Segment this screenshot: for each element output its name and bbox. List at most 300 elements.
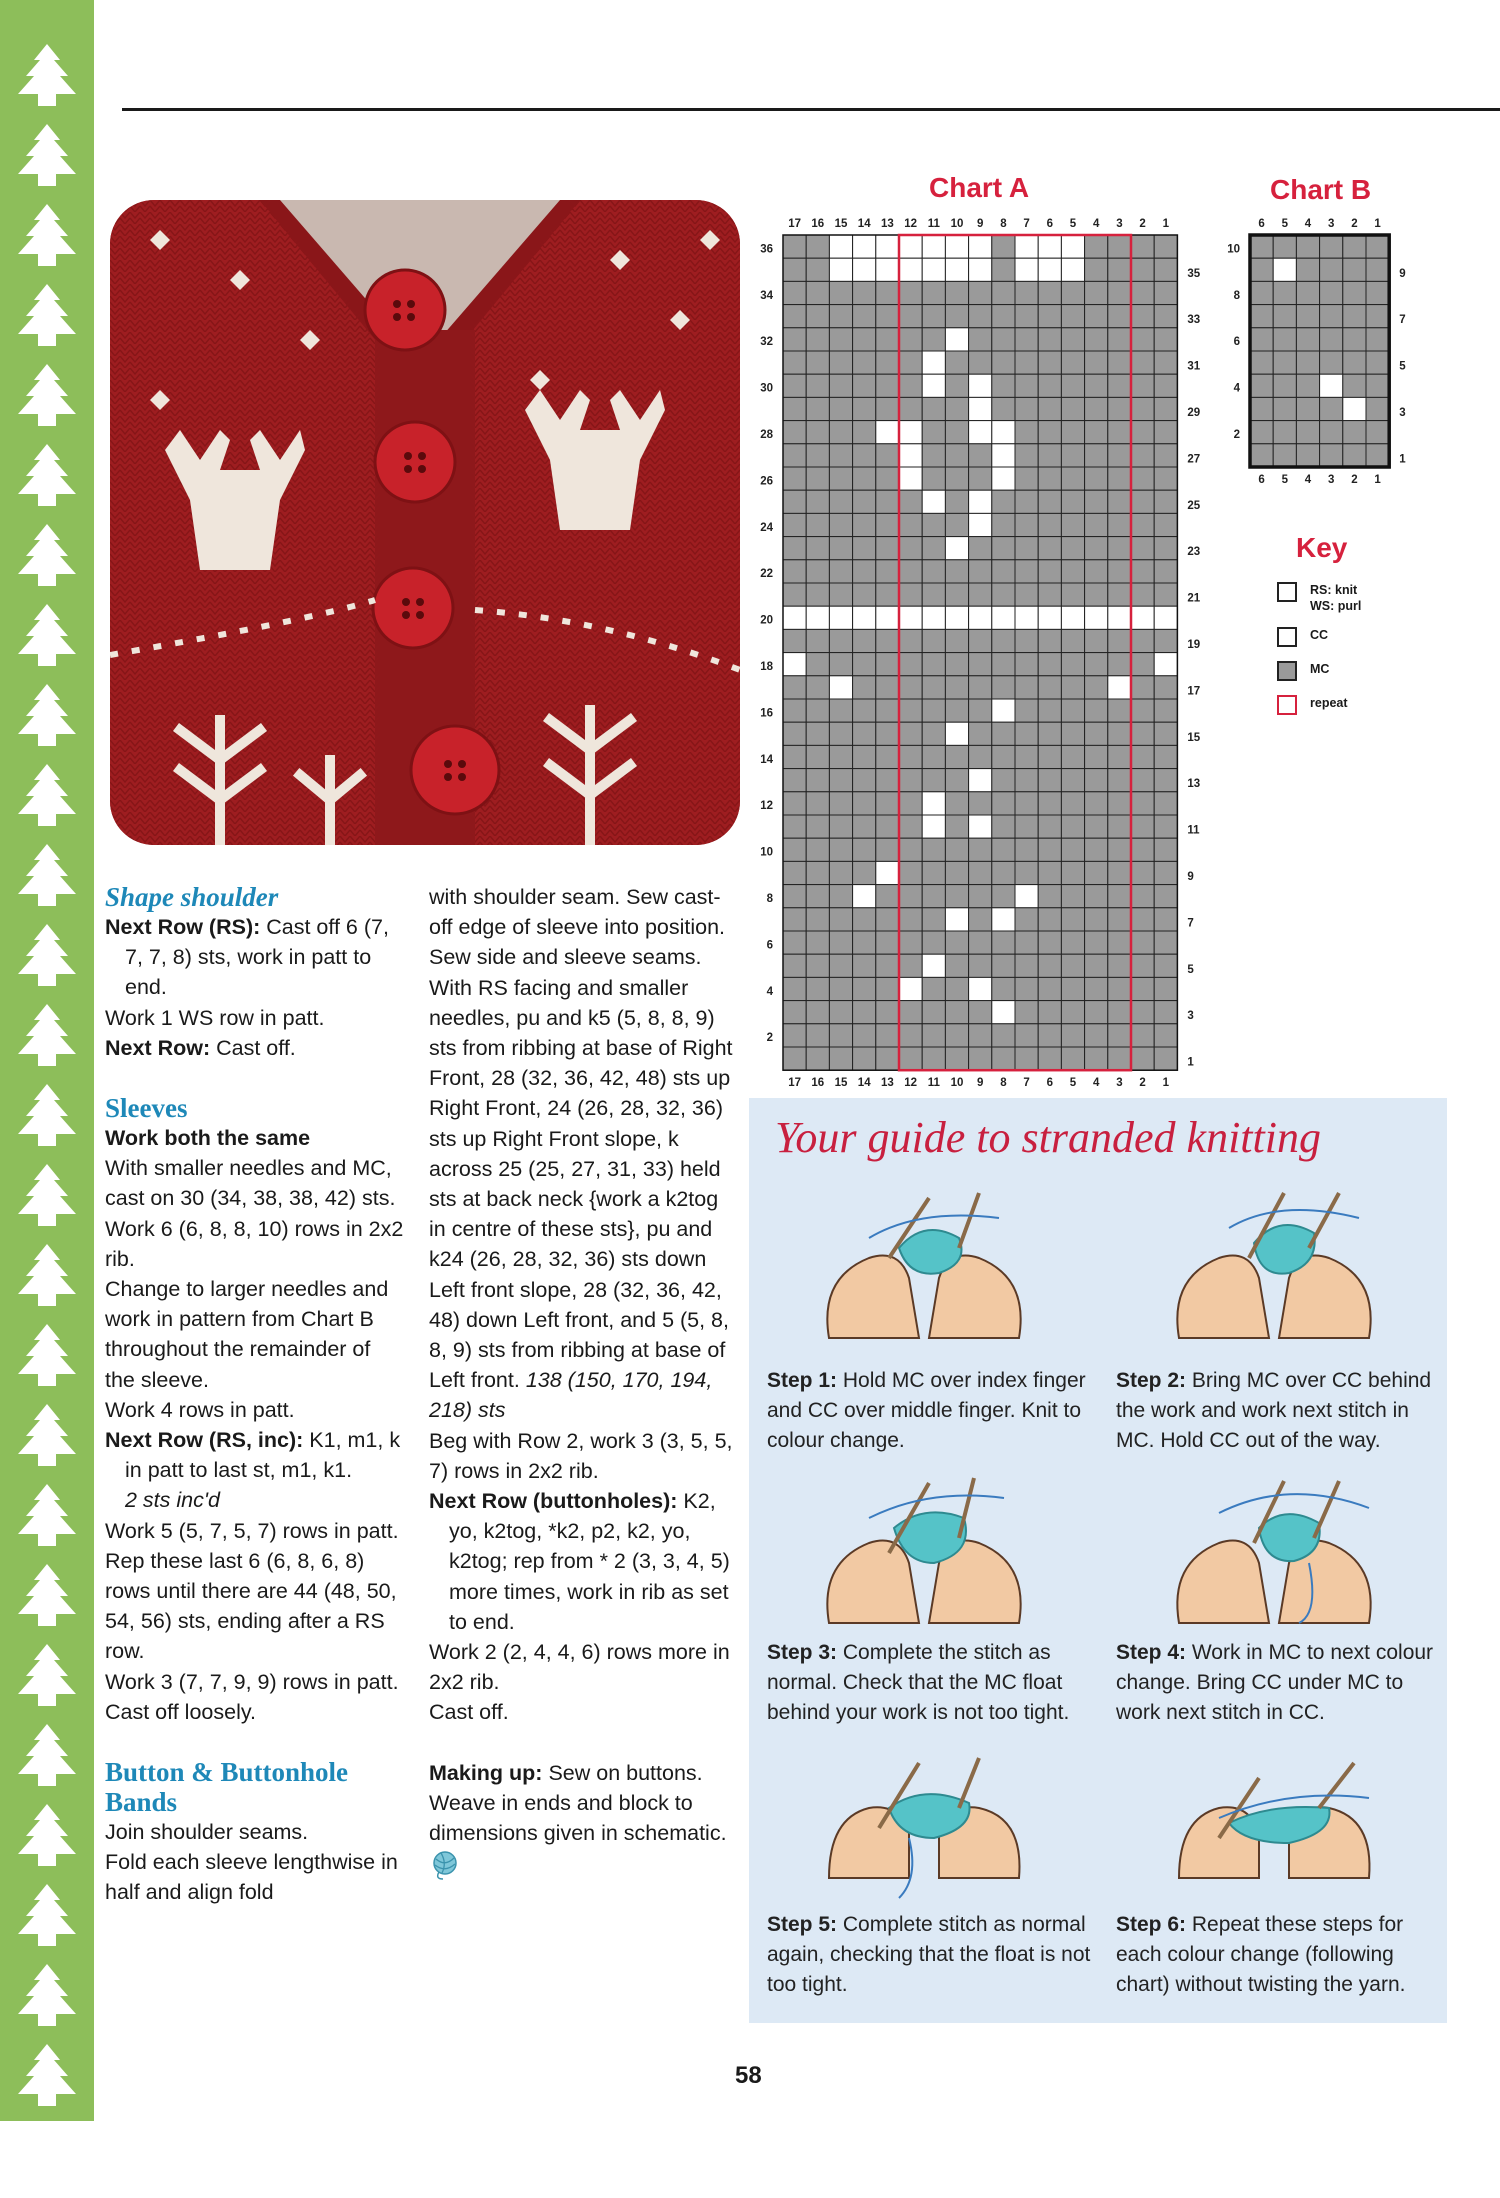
chart-row-label: 34	[760, 289, 773, 302]
step-5: Step 5: Complete stitch as normal again, checking that the float is not too tight.	[767, 1913, 1091, 1996]
chart-cell	[1320, 374, 1343, 397]
chart-cell	[783, 235, 806, 258]
chart-cell	[1038, 861, 1061, 884]
chart-cell	[945, 745, 968, 768]
chart-cell	[1108, 815, 1131, 838]
para-next-row-rs: Next Row (RS): Cast off 6 (7, 7, 7, 8) sts, work in patt to end.	[105, 915, 389, 1000]
chart-cell	[945, 513, 968, 536]
chart-cell	[922, 885, 945, 908]
para-sleeve-chart-b: Change to larger needles and work in pattern from Chart B throughout the remainder of the sleeve.	[105, 1277, 389, 1392]
heading-button-bands: Button & Buttonhole Bands	[105, 1757, 349, 1818]
chart-cell	[945, 1047, 968, 1070]
chart-cell	[1273, 328, 1296, 351]
chart-cell	[899, 305, 922, 328]
chart-cell	[1061, 815, 1084, 838]
chart-cell	[1131, 513, 1154, 536]
chart-cell	[945, 908, 968, 931]
left-column	[105, 882, 405, 1908]
chart-cell	[829, 281, 852, 304]
chart-col-label: 7	[1023, 1077, 1030, 1090]
chart-cell	[922, 977, 945, 1000]
chart-cell	[829, 258, 852, 281]
chart-cell	[829, 328, 852, 351]
chart-cell	[1250, 305, 1273, 328]
chart-cell	[899, 792, 922, 815]
chart-cell	[945, 305, 968, 328]
chart-cell	[1015, 977, 1038, 1000]
chart-cell	[969, 583, 992, 606]
chart-cell	[969, 838, 992, 861]
chart-cell	[945, 281, 968, 304]
chart-col-label: 3	[1116, 218, 1123, 230]
chart-cell	[922, 1047, 945, 1070]
chart-cell	[969, 815, 992, 838]
chart-cell	[783, 1047, 806, 1070]
chart-cell	[806, 676, 829, 699]
chart-cell	[945, 397, 968, 420]
chart-cell	[1108, 653, 1131, 676]
chart-cell	[1038, 815, 1061, 838]
chart-cell	[783, 769, 806, 792]
chart-cell	[829, 397, 852, 420]
chart-cell	[853, 328, 876, 351]
chart-cell	[969, 606, 992, 629]
chart-cell	[876, 1001, 899, 1024]
chart-cell	[783, 421, 806, 444]
chart-cell	[1038, 467, 1061, 490]
chart-cell	[1108, 908, 1131, 931]
chart-cell	[1131, 444, 1154, 467]
chart-cell	[1320, 351, 1343, 374]
chart-row-label: 3	[1187, 1010, 1194, 1023]
chart-cell	[1154, 838, 1177, 861]
chart-row-label: 9	[1399, 267, 1406, 280]
chart-cell	[829, 560, 852, 583]
chart-cell	[783, 444, 806, 467]
chart-cell	[1343, 258, 1366, 281]
chart-cell	[1038, 908, 1061, 931]
chart-cell	[853, 258, 876, 281]
chart-cell	[1038, 397, 1061, 420]
chart-row-label: 1	[1187, 1056, 1194, 1069]
chart-cell	[1131, 699, 1154, 722]
chart-cell	[922, 699, 945, 722]
chart-cell	[922, 467, 945, 490]
chart-cell	[1038, 1047, 1061, 1070]
chart-cell	[1061, 792, 1084, 815]
chart-cell	[1061, 908, 1084, 931]
chart-cell	[899, 1024, 922, 1047]
chart-cell	[992, 629, 1015, 652]
chart-cell	[1085, 374, 1108, 397]
chart-cell	[1154, 815, 1177, 838]
tree-icon	[0, 1320, 94, 1398]
chart-cell	[806, 861, 829, 884]
chart-cell	[969, 861, 992, 884]
chart-cell	[1085, 977, 1108, 1000]
chart-cell	[1366, 374, 1389, 397]
step-4-illustration	[1159, 1473, 1389, 1628]
chart-cell	[969, 235, 992, 258]
chart-cell	[922, 954, 945, 977]
chart-cell	[1273, 281, 1296, 304]
chart-cell	[806, 235, 829, 258]
chart-col-label: 14	[857, 218, 871, 230]
chart-cell	[1366, 351, 1389, 374]
key-swatch-cc	[1277, 627, 1297, 647]
chart-cell	[899, 676, 922, 699]
chart-cell	[1038, 1024, 1061, 1047]
chart-col-label: 5	[1281, 474, 1289, 486]
chart-cell	[1015, 281, 1038, 304]
chart-cell	[853, 537, 876, 560]
chart-cell	[945, 490, 968, 513]
chart-cell	[969, 351, 992, 374]
chart-cell	[992, 1024, 1015, 1047]
chart-cell	[1038, 583, 1061, 606]
chart-row-label: 1	[1399, 453, 1406, 466]
chart-cell	[1131, 305, 1154, 328]
chart-cell	[806, 258, 829, 281]
chart-cell	[876, 513, 899, 536]
chart-cell	[1296, 258, 1319, 281]
chart-cell	[969, 281, 992, 304]
tree-icon	[0, 360, 94, 438]
chart-cell	[1343, 444, 1366, 467]
chart-cell	[922, 374, 945, 397]
chart-cell	[783, 397, 806, 420]
chart-cell	[1038, 792, 1061, 815]
chart-cell	[945, 258, 968, 281]
tree-icon	[0, 200, 94, 278]
chart-cell	[1038, 235, 1061, 258]
chart-cell	[945, 676, 968, 699]
chart-cell	[969, 908, 992, 931]
chart-cell	[1108, 722, 1131, 745]
chart-cell	[899, 513, 922, 536]
para-sleeve-rib: Work 6 (6, 8, 8, 10) rows in 2x2 rib.	[105, 1216, 404, 1271]
chart-cell	[992, 908, 1015, 931]
chart-cell	[1108, 885, 1131, 908]
chart-cell	[1131, 629, 1154, 652]
page-number: 58	[735, 2062, 762, 2089]
chart-cell	[806, 606, 829, 629]
chart-cell	[992, 977, 1015, 1000]
chart-cell	[853, 931, 876, 954]
chart-cell	[1085, 560, 1108, 583]
chart-cell	[876, 606, 899, 629]
chart-cell	[876, 328, 899, 351]
chart-cell	[1343, 421, 1366, 444]
chart-cell	[1015, 235, 1038, 258]
chart-cell	[853, 722, 876, 745]
chart-cell	[829, 954, 852, 977]
chart-col-label: 16	[811, 218, 825, 230]
chart-cell	[1085, 629, 1108, 652]
chart-cell	[853, 467, 876, 490]
chart-cell	[829, 421, 852, 444]
chart-cell	[853, 513, 876, 536]
tree-icon	[0, 1160, 94, 1238]
chart-cell	[853, 769, 876, 792]
chart-cell	[1131, 653, 1154, 676]
chart-cell	[969, 792, 992, 815]
chart-cell	[1061, 583, 1084, 606]
chart-cell	[876, 281, 899, 304]
chart-cell	[853, 1024, 876, 1047]
chart-cell	[876, 351, 899, 374]
chart-cell	[1343, 397, 1366, 420]
chart-cell	[899, 444, 922, 467]
chart-row-label: 2	[1233, 429, 1240, 441]
chart-row-label: 7	[1187, 917, 1194, 930]
step-1-illustration	[809, 1188, 1039, 1343]
chart-cell	[969, 1024, 992, 1047]
chart-cell	[1038, 258, 1061, 281]
chart-cell	[876, 629, 899, 652]
chart-cell	[992, 1001, 1015, 1024]
chart-cell	[1061, 235, 1084, 258]
chart-cell	[876, 490, 899, 513]
chart-cell	[992, 653, 1015, 676]
chart-cell	[1015, 699, 1038, 722]
chart-cell	[899, 258, 922, 281]
chart-cell	[945, 954, 968, 977]
chart-cell	[783, 676, 806, 699]
chart-cell	[992, 305, 1015, 328]
chart-cell	[922, 931, 945, 954]
chart-cell	[1085, 537, 1108, 560]
chart-row-label: 5	[1399, 360, 1406, 373]
chart-cell	[1015, 861, 1038, 884]
chart-cell	[899, 1047, 922, 1070]
chart-cell	[945, 583, 968, 606]
chart-cell	[1154, 769, 1177, 792]
chart-cell	[1061, 281, 1084, 304]
tree-icon	[0, 1960, 94, 2038]
chart-cell	[806, 490, 829, 513]
chart-col-label: 12	[904, 1077, 917, 1090]
chart-cell	[1038, 838, 1061, 861]
chart-cell	[1085, 397, 1108, 420]
chart-row-label: 16	[760, 707, 773, 720]
chart-col-label: 12	[904, 218, 917, 230]
chart-cell	[1108, 421, 1131, 444]
chart-cell	[876, 722, 899, 745]
chart-cell	[1108, 838, 1131, 861]
chart-cell	[969, 769, 992, 792]
chart-cell	[1038, 537, 1061, 560]
chart-cell	[829, 490, 852, 513]
chart-row-label: 11	[1187, 824, 1200, 837]
chart-row-label: 9	[1187, 870, 1194, 883]
chart-cell	[922, 745, 945, 768]
chart-cell	[1108, 537, 1131, 560]
chart-cell	[992, 583, 1015, 606]
chart-cell	[1131, 1047, 1154, 1070]
chart-cell	[1038, 769, 1061, 792]
chart-cell	[1273, 444, 1296, 467]
chart-row-label: 10	[760, 846, 773, 859]
chart-cell	[1250, 444, 1273, 467]
chart-cell	[1366, 328, 1389, 351]
chart-cell	[945, 977, 968, 1000]
chart-cell	[1061, 513, 1084, 536]
chart-cell	[1108, 931, 1131, 954]
chart-cell	[806, 421, 829, 444]
chart-cell	[945, 235, 968, 258]
chart-cell	[783, 467, 806, 490]
chart-cell	[1296, 397, 1319, 420]
chart-cell	[969, 490, 992, 513]
chart-cell	[1131, 1024, 1154, 1047]
chart-cell	[876, 815, 899, 838]
chart-cell	[969, 977, 992, 1000]
chart-cell	[1343, 235, 1366, 258]
chart-cell	[806, 444, 829, 467]
chart-cell	[806, 1047, 829, 1070]
chart-cell	[806, 838, 829, 861]
chart-row-label: 25	[1187, 499, 1201, 512]
chart-cell	[876, 444, 899, 467]
chart-row-label: 24	[760, 521, 773, 534]
chart-cell	[1085, 1001, 1108, 1024]
chart-row-label: 10	[1227, 243, 1240, 256]
chart-cell	[899, 861, 922, 884]
chart-cell	[783, 838, 806, 861]
chart-cell	[899, 397, 922, 420]
chart-cell	[922, 235, 945, 258]
chart-cell	[1154, 537, 1177, 560]
chart-col-label: 10	[950, 1077, 964, 1090]
heading-sleeves: Sleeves	[105, 1093, 188, 1124]
tree-icon	[0, 440, 94, 518]
chart-cell	[806, 513, 829, 536]
chart-cell	[969, 745, 992, 768]
chart-cell	[783, 954, 806, 977]
chart-cell	[1320, 281, 1343, 304]
chart-cell	[992, 606, 1015, 629]
chart-cell	[829, 305, 852, 328]
chart-cell	[806, 537, 829, 560]
chart-cell	[829, 351, 852, 374]
chart-row-label: 4	[766, 985, 773, 998]
chart-cell	[1015, 444, 1038, 467]
chart-cell	[992, 235, 1015, 258]
chart-cell	[1085, 745, 1108, 768]
chart-cell	[1131, 490, 1154, 513]
tree-icon	[0, 520, 94, 598]
chart-cell	[1154, 1001, 1177, 1024]
chart-cell	[1343, 351, 1366, 374]
chart-cell	[992, 792, 1015, 815]
chart-cell	[1250, 421, 1273, 444]
chart-cell	[945, 351, 968, 374]
chart-cell	[853, 305, 876, 328]
chart-cell	[1250, 258, 1273, 281]
chart-cell	[1085, 583, 1108, 606]
chart-cell	[1015, 467, 1038, 490]
chart-cell	[1061, 745, 1084, 768]
chart-cell	[1320, 305, 1343, 328]
chart-cell	[1154, 977, 1177, 1000]
chart-cell	[1154, 421, 1177, 444]
chart-cell	[1061, 1001, 1084, 1024]
chart-cell	[922, 838, 945, 861]
chart-cell	[1154, 467, 1177, 490]
chart-cell	[1343, 305, 1366, 328]
chart-cell	[1061, 467, 1084, 490]
chart-cell	[992, 351, 1015, 374]
chart-cell	[945, 885, 968, 908]
chart-cell	[1061, 885, 1084, 908]
chart-cell	[899, 583, 922, 606]
chart-cell	[1154, 653, 1177, 676]
chart-col-label: 4	[1304, 474, 1312, 486]
chart-cell	[1320, 258, 1343, 281]
chart-cell	[969, 397, 992, 420]
chart-cell	[969, 421, 992, 444]
chart-cell	[1131, 397, 1154, 420]
chart-cell	[1154, 560, 1177, 583]
chart-cell	[1015, 954, 1038, 977]
chart-cell	[992, 537, 1015, 560]
chart-cell	[945, 629, 968, 652]
chart-a-title: Chart A	[929, 172, 1030, 203]
sidebar-tree-border	[0, 0, 94, 2121]
chart-col-label: 6	[1046, 218, 1054, 230]
step-5-illustration	[809, 1748, 1039, 1903]
chart-cell	[1154, 397, 1177, 420]
tree-icon	[0, 1000, 94, 1078]
chart-cell	[969, 653, 992, 676]
chart-cell	[876, 838, 899, 861]
chart-row-label: 18	[760, 661, 773, 673]
chart-cell	[783, 1001, 806, 1024]
chart-cell	[853, 699, 876, 722]
chart-cell	[969, 1001, 992, 1024]
chart-cell	[1366, 444, 1389, 467]
chart-cell	[1108, 560, 1131, 583]
chart-cell	[922, 583, 945, 606]
chart-cell	[1108, 606, 1131, 629]
chart-cell	[1038, 676, 1061, 699]
chart-cell	[829, 537, 852, 560]
chart-cell	[783, 653, 806, 676]
step-1: Step 1: Hold MC over index finger and CC over middle finger. Knit to colour change.	[767, 1369, 1086, 1452]
chart-row-label: 17	[1187, 685, 1201, 698]
chart-cell	[1085, 467, 1108, 490]
chart-cell	[945, 699, 968, 722]
chart-cell	[806, 815, 829, 838]
chart-cell	[992, 1047, 1015, 1070]
chart-cell	[1085, 954, 1108, 977]
chart-cell	[783, 722, 806, 745]
chart-cell	[783, 931, 806, 954]
chart-cell	[1108, 1001, 1131, 1024]
chart-cell	[1085, 328, 1108, 351]
chart-cell	[783, 792, 806, 815]
chart-col-label: 5	[1281, 218, 1289, 230]
chart-cell	[1131, 421, 1154, 444]
chart-cell	[1131, 235, 1154, 258]
chart-cell	[829, 815, 852, 838]
chart-cell	[853, 838, 876, 861]
chart-row-label: 31	[1187, 360, 1201, 373]
chart-cell	[945, 653, 968, 676]
step-4: Step 4: Work in MC to next colour change. Bring CC under MC to work next stitch in CC.	[1116, 1641, 1434, 1724]
chart-cell	[992, 513, 1015, 536]
